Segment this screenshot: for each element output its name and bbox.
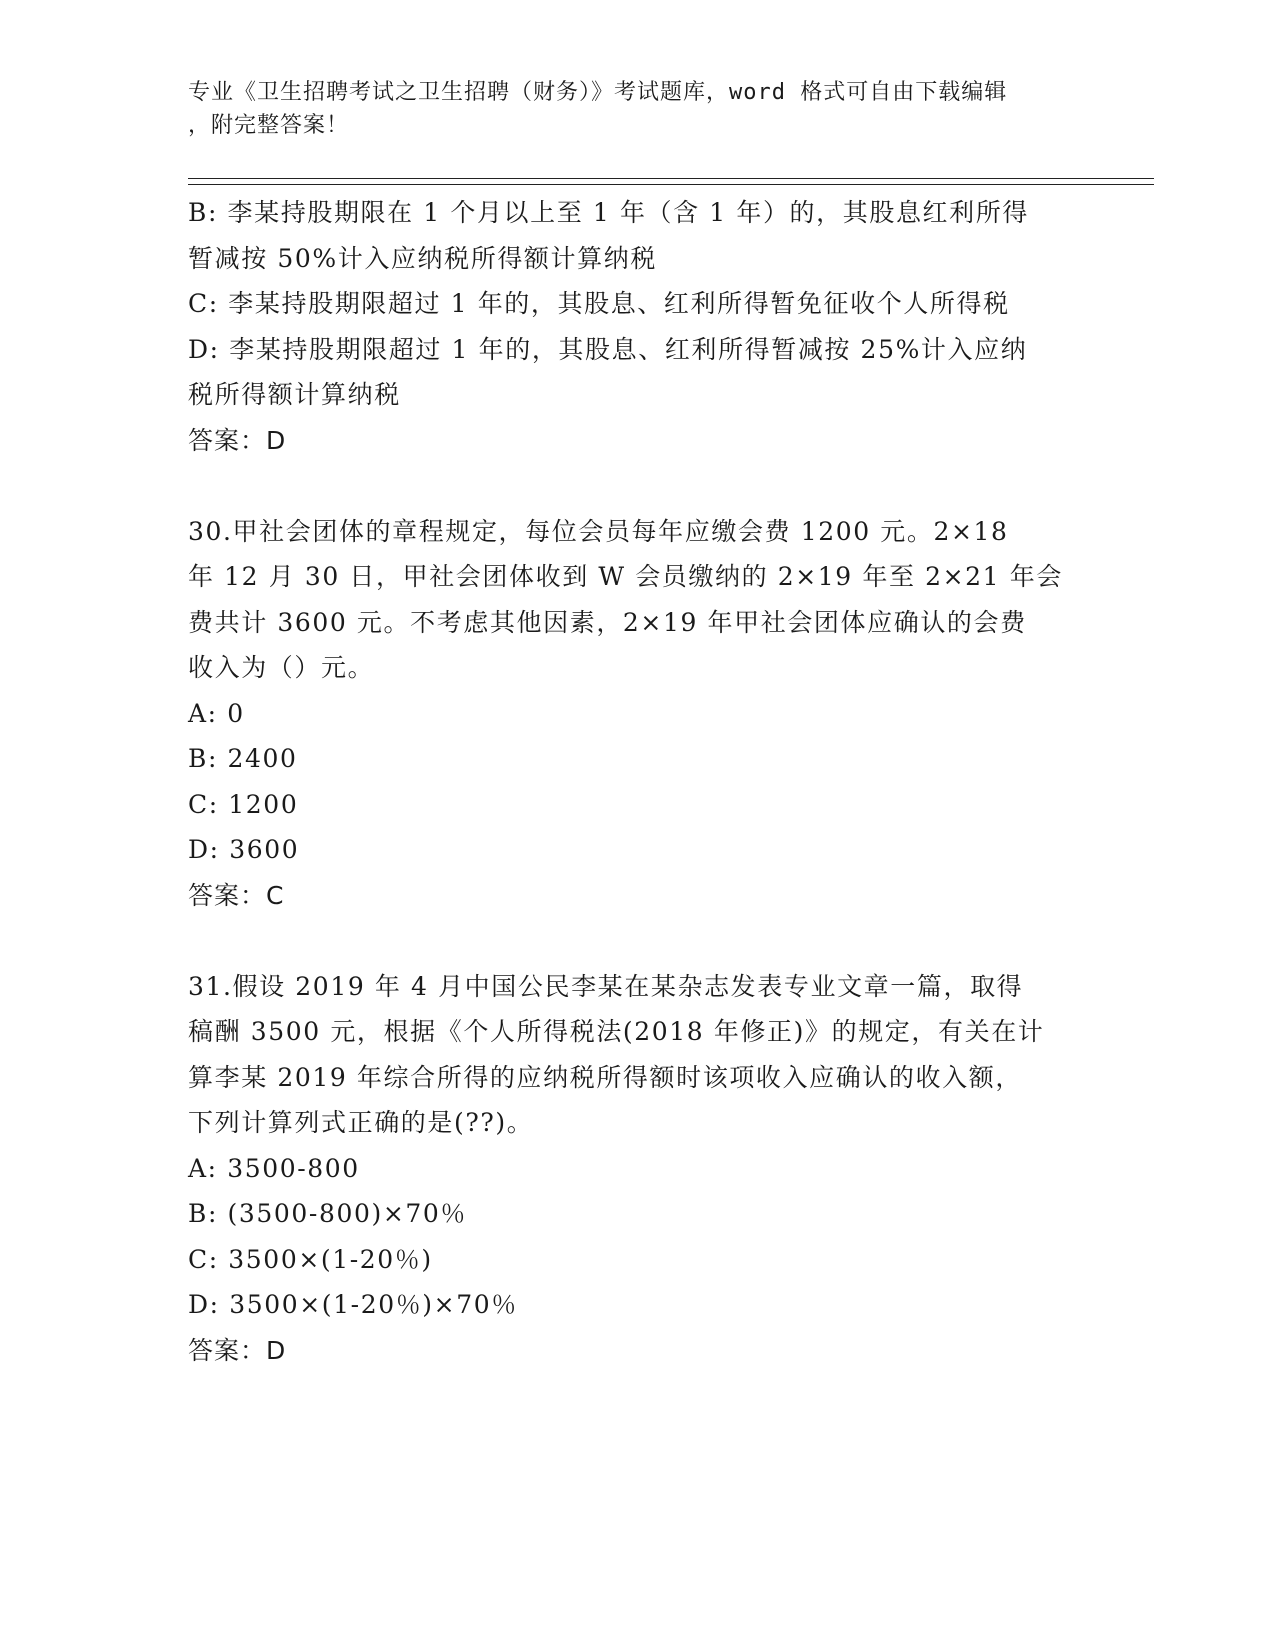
question-stem-line-4: 收入为（）元。	[188, 653, 375, 682]
header-line-2: ，附完整答案！	[188, 113, 350, 138]
option-b-line-2: 暂减按 50%计入应纳税所得额计算纳税	[188, 243, 657, 273]
answer: 答案：C	[188, 880, 285, 910]
option-b: B: (3500-800)×70％	[188, 1199, 467, 1228]
option-d-line-1: D: 李某持股期限超过 1 年的，其股息、红利所得暂减按 25%计入应纳	[188, 334, 1028, 364]
page-header	[188, 76, 1068, 142]
question-31	[188, 964, 1088, 1374]
header-divider-bottom	[188, 184, 1154, 185]
question-stem-line-3: 费共计 3600 元。不考虑其他因素，2×19 年甲社会团体应确认的会费	[188, 607, 1027, 637]
option-c: C: 3500×(1-20％)	[188, 1244, 433, 1274]
spacer	[188, 463, 1088, 509]
option-c: C: 李某持股期限超过 1 年的，其股息、红利所得暂免征收个人所得税	[188, 289, 1010, 318]
question-stem-line-1: 31.假设 2019 年 4 月中国公民李某在某杂志发表专业文章一篇，取得	[188, 971, 1024, 1001]
option-d-line-2: 税所得额计算纳税	[188, 380, 401, 409]
option-b: B: 2400	[188, 744, 298, 773]
question-30	[188, 509, 1088, 919]
question-29	[188, 190, 1088, 463]
question-stem-line-2: 稿酬 3500 元，根据《个人所得税法(2018 年修正)》的规定，有关在计	[188, 1017, 1045, 1046]
option-d: D: 3600	[188, 835, 300, 864]
answer: 答案：D	[188, 1335, 287, 1365]
question-stem-line-3: 算李某 2019 年综合所得的应纳税所得额时该项收入应确认的收入额，	[188, 1062, 1022, 1092]
question-stem-line-4: 下列计算列式正确的是(??)。	[188, 1108, 534, 1137]
header-line-1: 专业《卫生招聘考试之卫生招聘（财务）》考试题库，word 格式可自由下载编辑	[188, 80, 1008, 105]
option-a: A: 3500-800	[188, 1153, 360, 1183]
answer: 答案：D	[188, 425, 287, 455]
header-divider-top	[188, 178, 1154, 179]
option-b-line-1: B: 李某持股期限在 1 个月以上至 1 年（含 1 年）的，其股息红利所得	[188, 198, 1029, 227]
question-stem-line-1: 30.甲社会团体的章程规定，每位会员每年应缴会费 1200 元。2×18	[188, 516, 1009, 546]
option-c: C: 1200	[188, 789, 299, 819]
question-content	[188, 190, 1088, 1373]
question-stem-line-2: 年 12 月 30 日，甲社会团体收到 W 会员缴纳的 2×19 年至 2×21 年会	[188, 562, 1063, 591]
option-a: A: 0	[188, 698, 245, 728]
option-d: D: 3500×(1-20％)×70％	[188, 1290, 518, 1319]
spacer	[188, 918, 1088, 964]
